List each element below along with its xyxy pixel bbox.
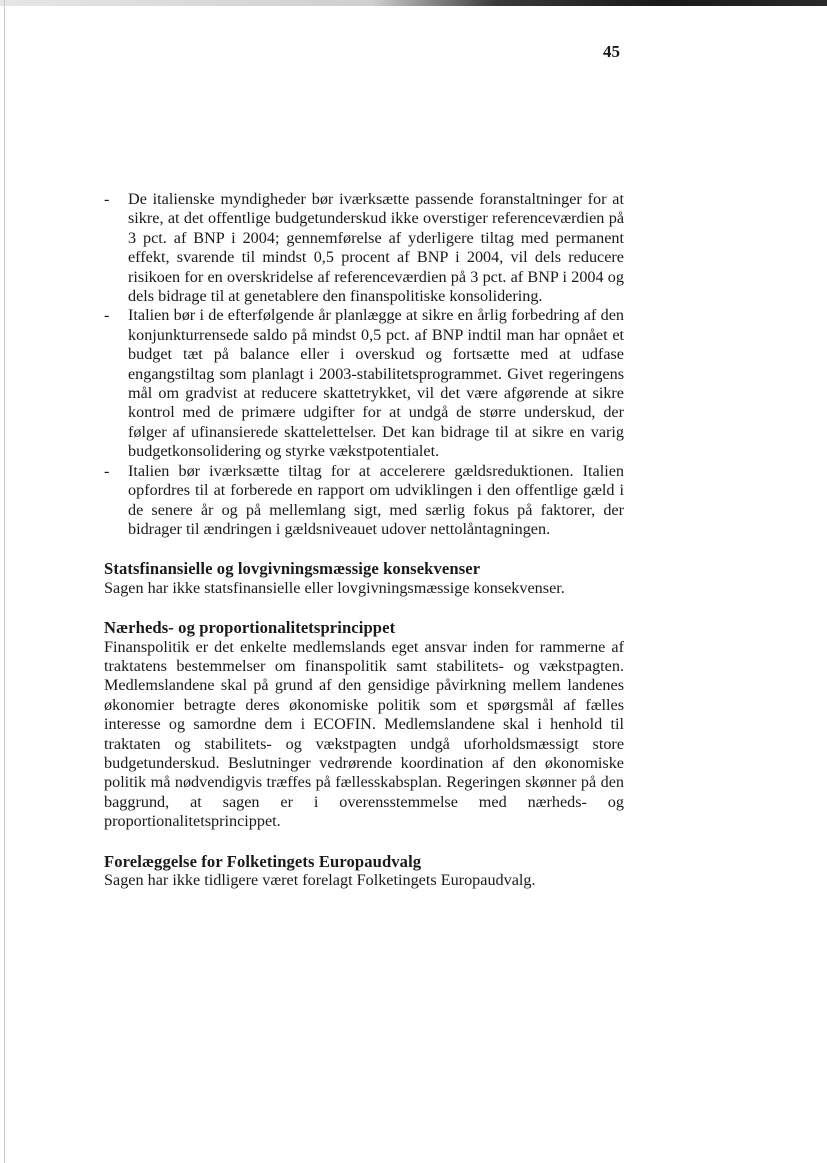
list-item — [104, 190, 624, 306]
bullet-marker: - — [104, 461, 110, 480]
page-number: 45 — [603, 42, 620, 61]
document-body — [104, 190, 624, 890]
section-heading: Forelæggelse for Folketingets Europaudvalg — [104, 851, 422, 871]
list-item-text: De italienske myndigheder bør iværksætte passende foranstaltninger for at sikre, at det offentlige budgetunderskud ikke overstiger referenceværdien på 3 pct. af BNP i 2004; gennemførelse af yderligere tiltag med permanent effekt, svarende til mindst 0,5 procent af BNP i 2004, vil dels reducere risikoen for en overskridelse af referenceværdien på 3 pct. af BNP i 2004 og dels bidrage til at genetablere den finanspolitiske konsolidering. — [128, 190, 624, 306]
list-item-text: Italien bør iværksætte tiltag for at accelerere gældsreduktionen. Italien opfordres til at forberede en rapport om udviklingen i den offentlige gæld i de senere år og på mellemlang sigt, med særlig fokus på faktorer, der bidrager til ændringen i gældsniveauet udover nettolåntagningen. — [128, 461, 624, 538]
list-item-text: Italien bør i de efterfølgende år planlægge at sikre en årlig forbedring af den konjunkturrensede saldo på mindst 0,5 pct. af BNP indtil man har opnået et budget tæt på balance eller i overskud og fortsætte med at udfase engangstiltag som planlagt i 2003-stabilitetsprogrammet. Givet regeringens mål om gradvist at reducere skattetrykket, vil det være afgørende at sikre kontrol med de primære udgifter for at undgå de større underskud, der følger af ufinansierede skattelettelser. Det kan bidrage til at sikre en varig budgetkonsolidering og styrke vækstpotentialet. — [128, 306, 624, 461]
bullet-marker: - — [104, 190, 110, 208]
section-body: Sagen har ikke statsfinansielle eller lovgivningsmæssige konsekvenser. — [104, 578, 565, 597]
section-fiscal-consequences — [104, 559, 624, 598]
recommendation-list — [104, 190, 624, 539]
section-subsidiarity — [104, 618, 624, 831]
list-item — [104, 462, 624, 540]
section-heading: Statsfinansielle og lovgivningsmæssige konsekvenser — [104, 559, 481, 579]
section-body: Sagen har ikke tidligere været forelagt Folketingets Europaudvalg. — [104, 871, 536, 889]
section-heading: Nærheds- og proportionalitetsprincippet — [104, 618, 396, 638]
scan-top-edge — [0, 0, 827, 6]
section-committee-submission — [104, 852, 624, 891]
scan-left-edge — [4, 0, 5, 1163]
section-body: Finanspolitik er det enkelte medlemslands eget ansvar inden for rammerne af traktatens bestemmelser om finanspolitik samt stabilitets- og vækstpagten. Medlemslandene skal på grund af den gensidige påvirkning mellem landenes økonomier betragte deres økonomiske politik som et spørgsmål af fælles interesse og samordne dem i ECOFIN. Medlemslandene skal i henhold til traktaten og stabilitets- og vækstpagten undgå uforholdsmæssigt store budgetunderskud. Beslutninger vedrørende koordination af den økonomiske politik må nødvendigvis træffes på fællesskabsplan. Regeringen skønner på den baggrund, at sagen er i overensstemmelse med nærheds- og proportionalitetsprincippet. — [104, 637, 624, 831]
list-item — [104, 306, 624, 461]
bullet-marker: - — [104, 306, 110, 325]
